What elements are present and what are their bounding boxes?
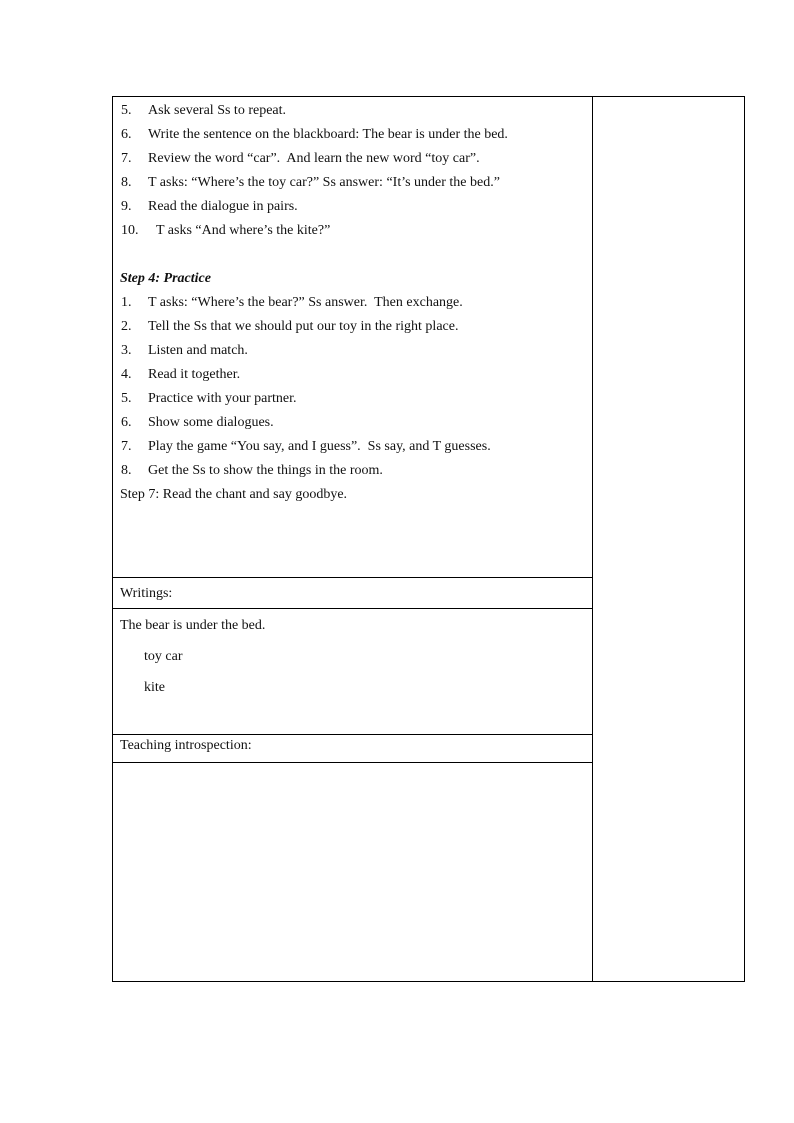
list-item-number: 5. — [121, 391, 132, 406]
list-item: T asks: “Where’s the bear?” Ss answer. Then exchange. — [148, 295, 463, 310]
writings-sentence: The bear is under the bed. — [120, 618, 266, 633]
list-item: Write the sentence on the blackboard: The bear is under the bed. — [148, 127, 508, 142]
list-item: Practice with your partner. — [148, 391, 297, 406]
table-row-divider — [112, 762, 593, 763]
list-item-number: 2. — [121, 319, 132, 334]
list-item: Tell the Ss that we should put our toy in the right place. — [148, 319, 459, 334]
list-item: Ask several Ss to repeat. — [148, 103, 287, 118]
step7-line: Step 7: Read the chant and say goodbye. — [120, 487, 348, 502]
list-item: Read it together. — [148, 367, 241, 382]
list-item-number: 9. — [121, 199, 132, 214]
table-row-divider — [112, 577, 593, 578]
list-item-number: 3. — [121, 343, 132, 358]
list-item: Show some dialogues. — [148, 415, 274, 430]
list-item: Review the word “car”. And learn the new word “toy car”. — [148, 151, 480, 166]
list-item-number: 1. — [121, 295, 132, 310]
table-column-divider — [592, 96, 593, 982]
list-item-number: 4. — [121, 367, 132, 382]
table-row-divider — [112, 608, 593, 609]
list-item-number: 10. — [121, 223, 139, 238]
list-item: Play the game “You say, and I guess”. Ss say, and T guesses. — [148, 439, 491, 454]
list-item-number: 7. — [121, 439, 132, 454]
list-item: Read the dialogue in pairs. — [148, 199, 298, 214]
list-item: Listen and match. — [148, 343, 248, 358]
list-item-number: 7. — [121, 151, 132, 166]
list-item: Get the Ss to show the things in the room. — [148, 463, 383, 478]
list-item-number: 5. — [121, 103, 132, 118]
list-item-number: 6. — [121, 127, 132, 142]
writings-label: Writings: — [120, 586, 173, 601]
writings-word: kite — [144, 680, 165, 695]
list-item-number: 8. — [121, 463, 132, 478]
list-item-number: 8. — [121, 175, 132, 190]
list-item: T asks: “Where’s the toy car?” Ss answer: “It’s under the bed.” — [148, 175, 500, 190]
step4-heading: Step 4: Practice — [120, 271, 211, 286]
list-item: T asks “And where’s the kite?” — [156, 223, 331, 238]
introspection-label: Teaching introspection: — [120, 738, 252, 753]
writings-word: toy car — [144, 649, 183, 664]
list-item-number: 6. — [121, 415, 132, 430]
table-row-divider — [112, 734, 593, 735]
